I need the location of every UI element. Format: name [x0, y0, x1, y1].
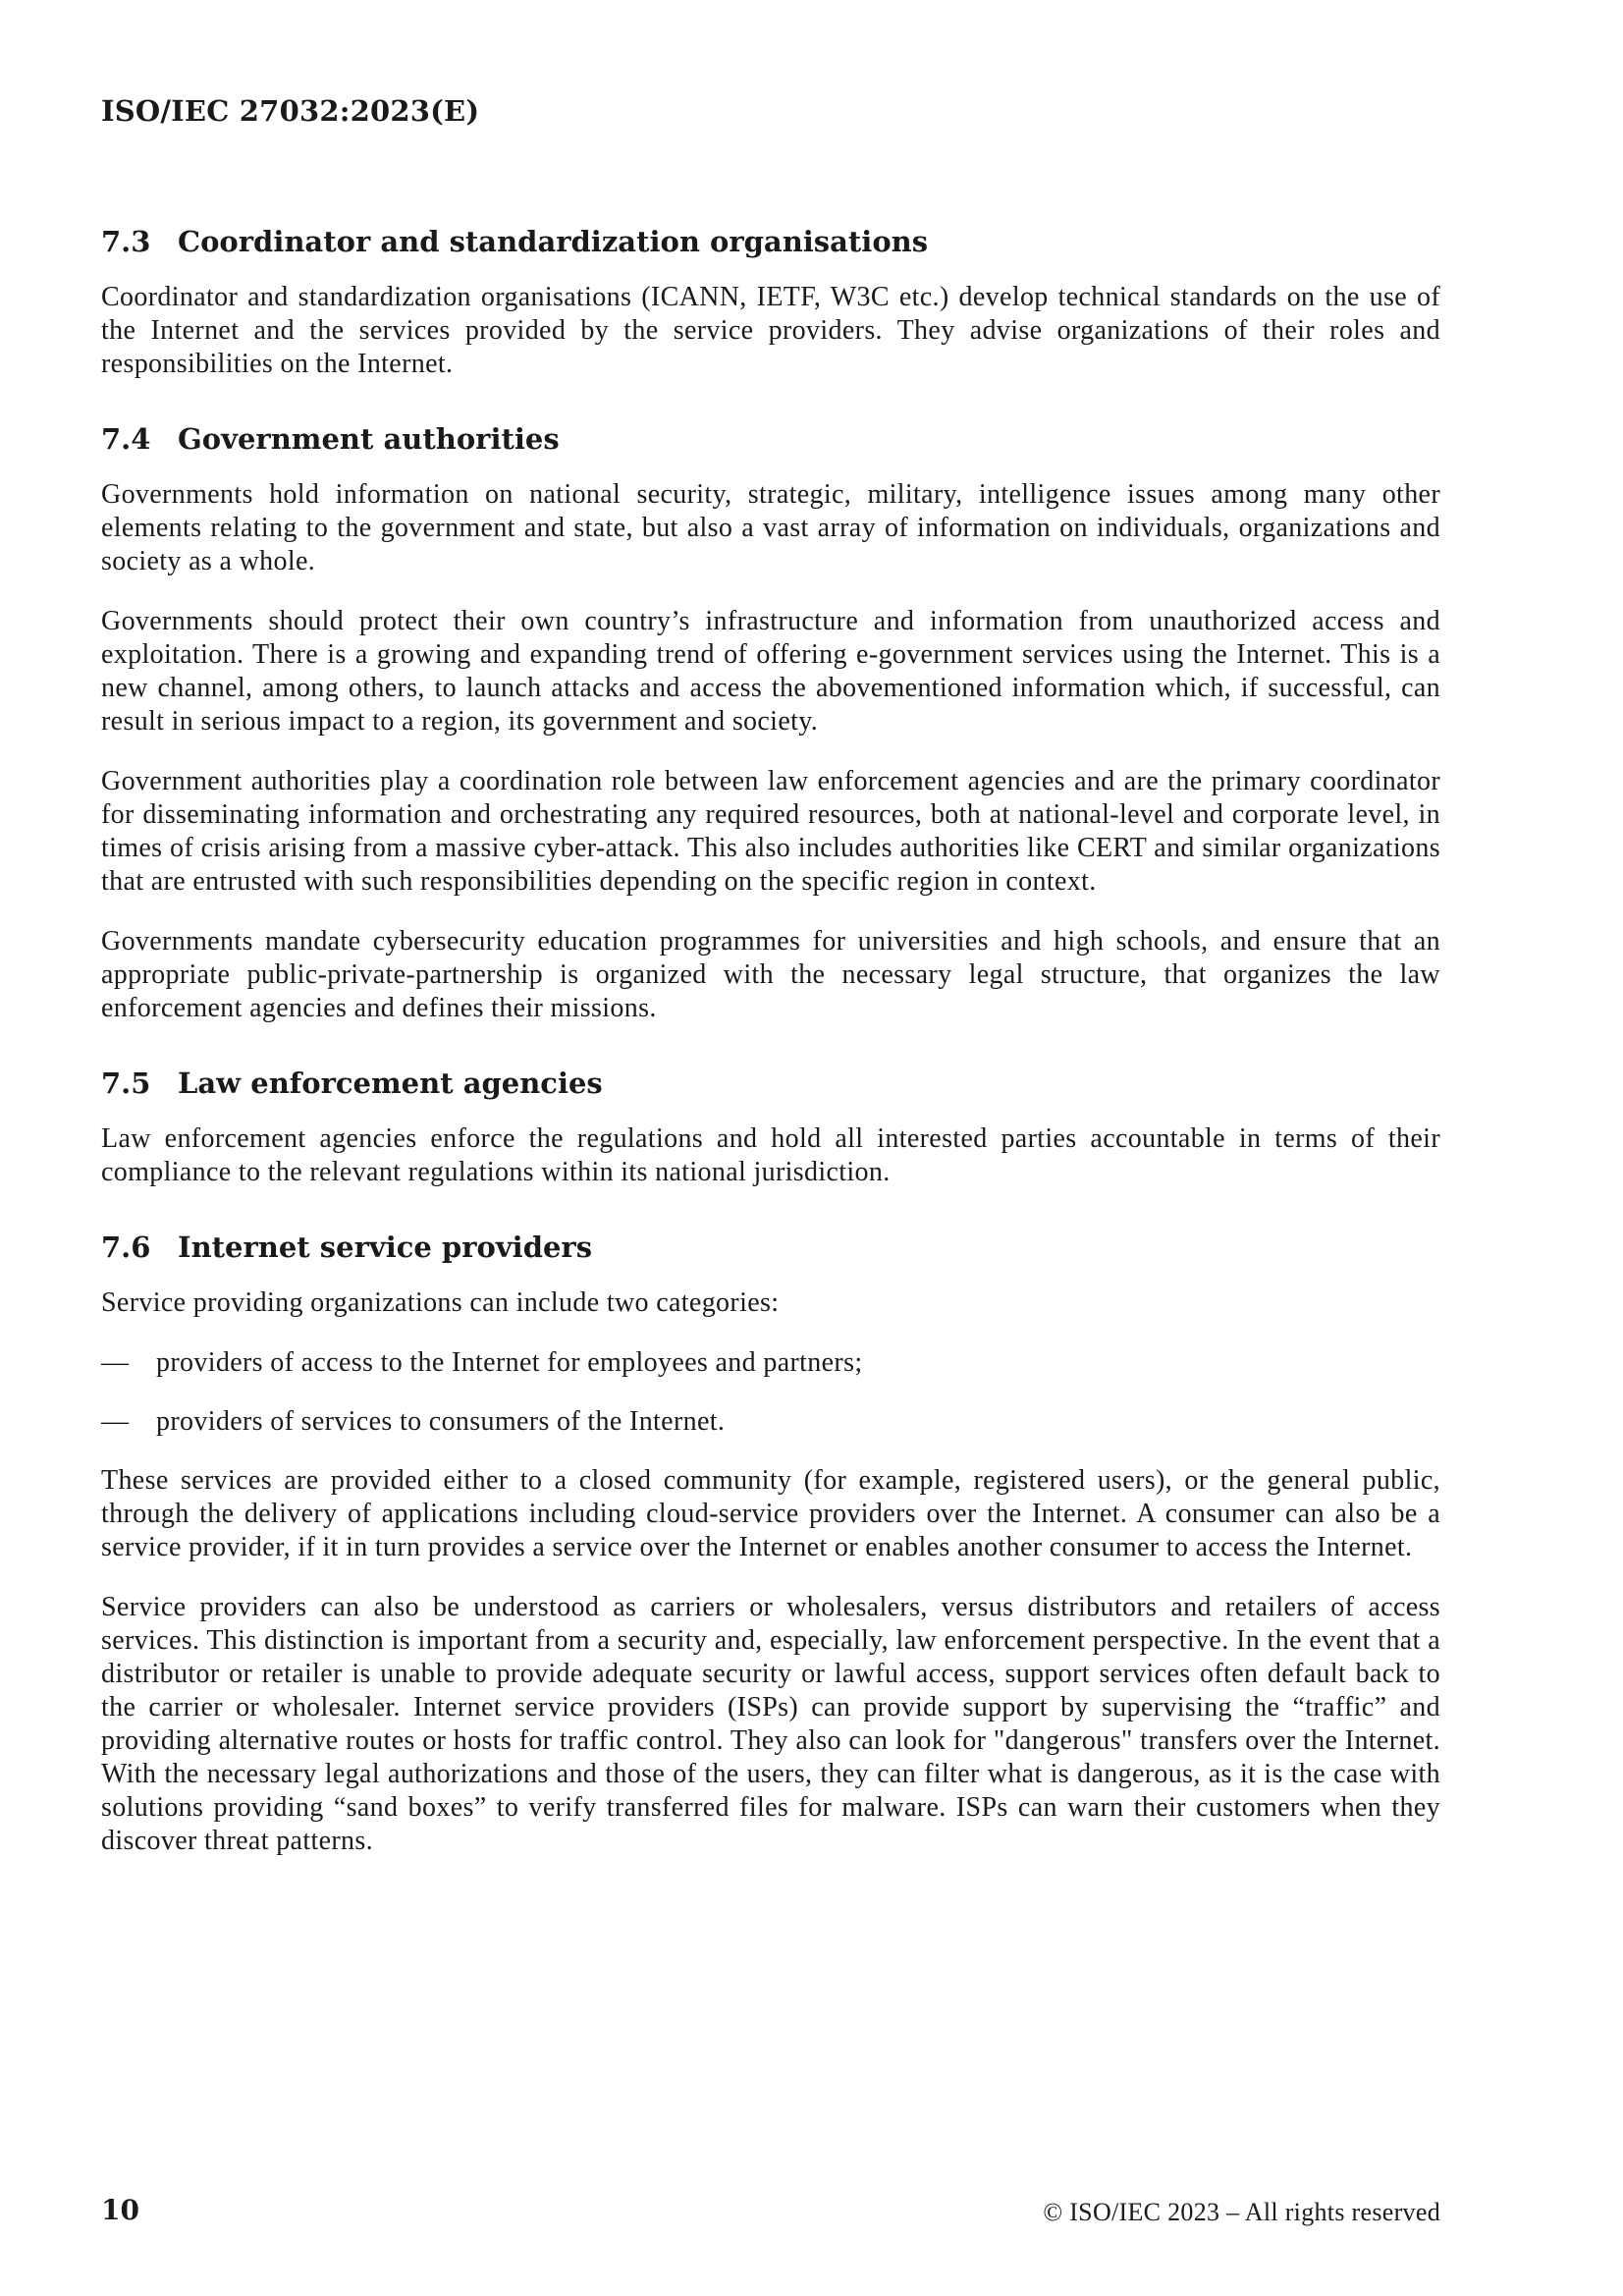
document-identifier: ISO/IEC 27032:2023(E) [101, 94, 480, 128]
paragraph: Law enforcement agencies enforce the regulations and hold all interested parties accountable in terms of their compliance to the relevant regulations within its national jurisdiction. [101, 1123, 1440, 1187]
section-heading [101, 222, 1440, 261]
section-title: Government authorities [178, 422, 560, 456]
paragraph: Governments hold information on national security, strategic, military, intelligence issues among many other elements relating to the government and state, but also a vast array of information on individuals, organizations and society as a whole. [101, 479, 1440, 576]
copyright-notice: © ISO/IEC 2023 – All rights reserved [1043, 2198, 1440, 2226]
list-item-text: providers of services to consumers of the Internet. [156, 1406, 726, 1437]
list-item-text: providers of access to the Internet for employees and partners; [156, 1347, 863, 1378]
section-7-3 [101, 222, 1440, 381]
paragraph: These services are provided either to a closed community (for example, registered users), or the general public, through the delivery of applications including cloud-service providers over the Internet. A consumer can also be a service provider, if it in turn provides a service over the Internet or enables another consumer to access the Internet. [101, 1465, 1440, 1562]
list-item [101, 1405, 1440, 1439]
section-7-6 [101, 1228, 1440, 1858]
section-number: 7.5 [101, 1066, 151, 1100]
section-number: 7.3 [101, 225, 151, 258]
paragraph: Government authorities play a coordination role between law enforcement agencies and are the primary coordinator for disseminating information and orchestrating any required resources, both at national-level and corporate level, in times of crisis arising from a massive cyber-attack. This also includes authorities like CERT and similar organizations that are entrusted with such responsibilities depending on the specific region in context. [101, 766, 1440, 897]
section-number: 7.4 [101, 422, 151, 456]
section-heading [101, 1064, 1440, 1103]
section-title: Law enforcement agencies [178, 1066, 603, 1100]
document-body [101, 222, 1440, 1896]
paragraph: Service providers can also be understood as carriers or wholesalers, versus distributors and retailers of access services. This distinction is important from a security and, especially, law enforcement perspective. In the event that a distributor or retailer is unable to provide adequate security or lawful access, support services often default back to the carrier or wholesaler. Internet service providers (ISPs) can provide support by supervising the “traffic” and providing alternative routes or hosts for traffic control. They also can look for "dangerous" transfers over the Internet. With the necessary legal authorizations and those of the users, they can filter what is dangerous, as it is the case with solutions providing “sand boxes” to verify transferred files for malware. ISPs can warn their customers when they discover threat patterns. [101, 1592, 1440, 1856]
section-7-4 [101, 419, 1440, 1025]
paragraph: Service providing organizations can include two categories: [101, 1287, 780, 1318]
list-marker: — [101, 1406, 130, 1437]
section-heading [101, 419, 1440, 459]
section-number: 7.6 [101, 1230, 151, 1264]
paragraph: Governments should protect their own country’s infrastructure and information from unauthorized access and exploitation. There is a growing and expanding trend of offering e-government services using the Internet. This is a new channel, among others, to launch attacks and access the abovementioned information which, if successful, can result in serious impact to a region, its government and society. [101, 606, 1440, 737]
paragraph: Coordinator and standardization organisations (ICANN, IETF, W3C etc.) develop technical standards on the use of the Internet and the services provided by the service providers. They advise organizations of their roles and responsibilities on the Internet. [101, 282, 1440, 379]
list-marker: — [101, 1347, 130, 1378]
page-number: 10 [101, 2194, 139, 2226]
section-heading [101, 1228, 1440, 1267]
section-title: Coordinator and standardization organisations [178, 225, 929, 258]
section-title: Internet service providers [178, 1230, 593, 1264]
section-7-5 [101, 1064, 1440, 1189]
paragraph: Governments mandate cybersecurity education programmes for universities and high schools, and ensure that an appropriate public-private-partnership is organized with the necessary legal structure, that organizes the law enforcement agencies and defines their missions. [101, 926, 1440, 1023]
list-item [101, 1346, 1440, 1380]
